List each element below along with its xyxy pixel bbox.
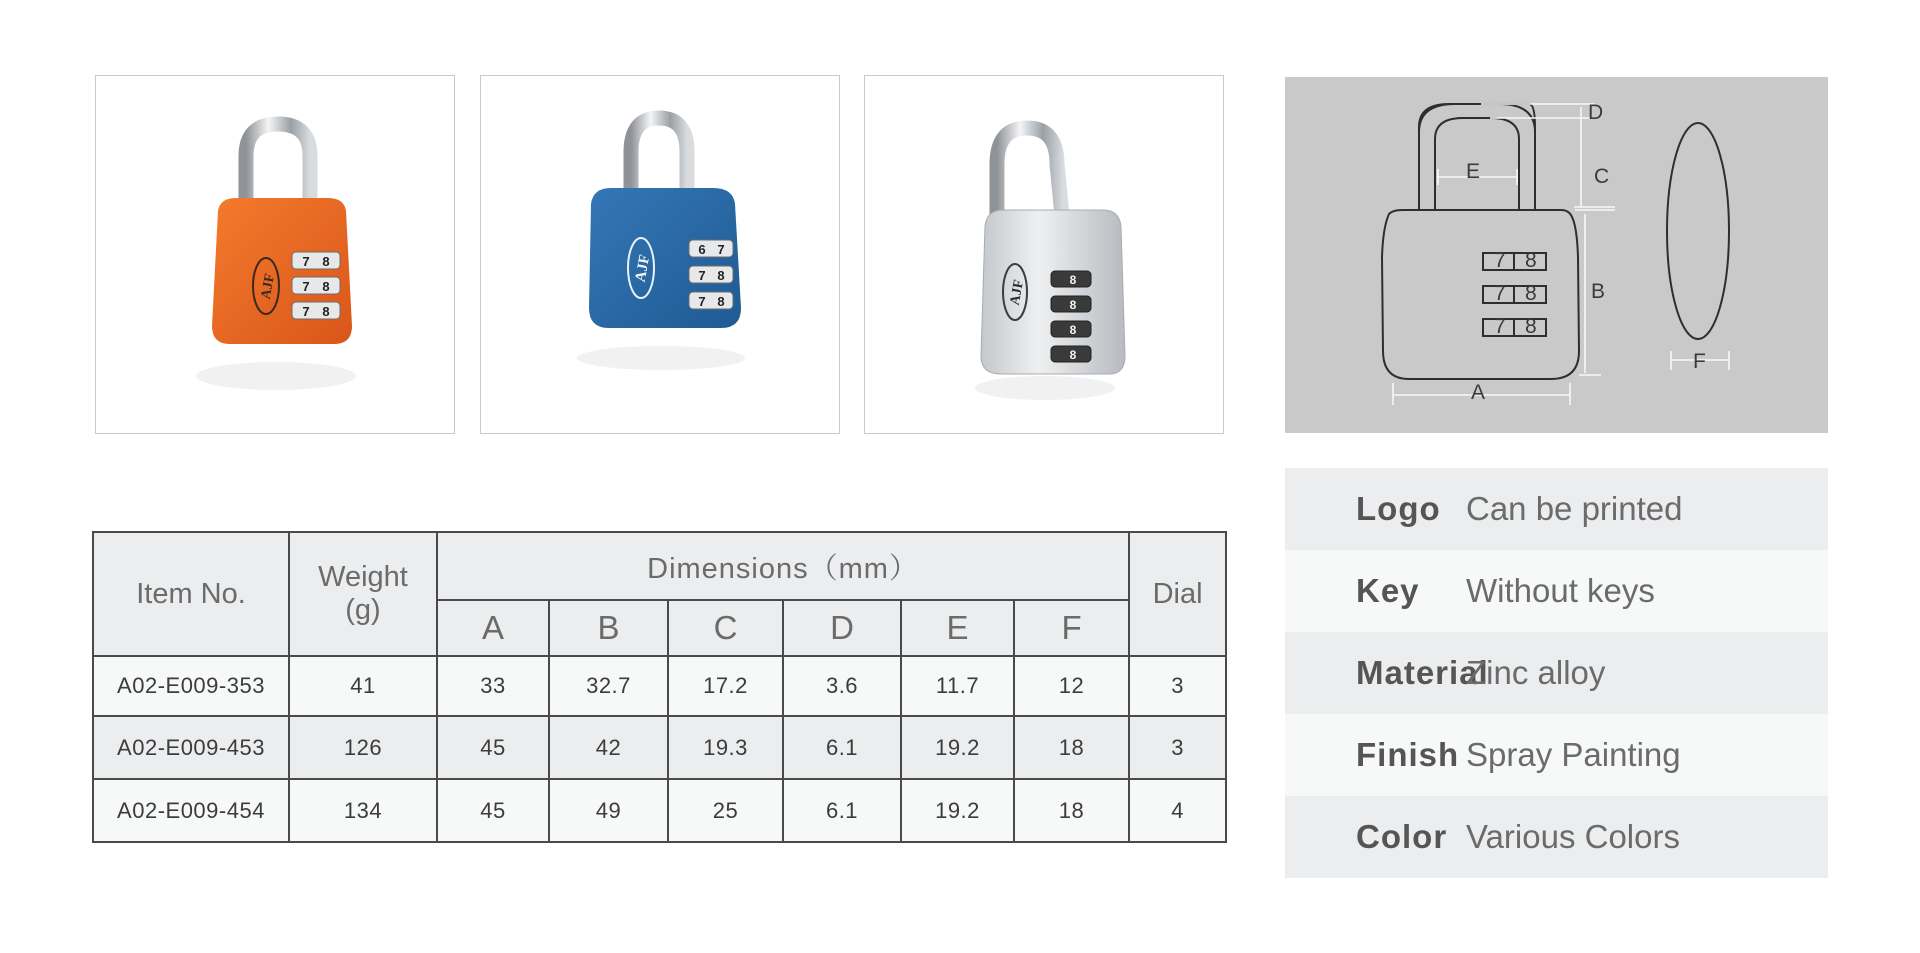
property-value: Can be printed: [1466, 490, 1683, 527]
header-dim-d: D: [783, 600, 901, 656]
cell-a: 45: [437, 779, 549, 842]
cell-item: A02-E009-454: [93, 779, 289, 842]
dim-label-b: B: [1591, 280, 1606, 303]
property-row-finish: [1285, 714, 1828, 796]
silver-padlock-image: [865, 76, 1224, 434]
header-dimensions: Dimensions（mm）: [437, 532, 1129, 600]
property-value: Various Colors: [1466, 818, 1680, 855]
svg-text:7: 7: [698, 268, 706, 283]
dial-group: [292, 252, 340, 319]
property-key: Color: [1356, 818, 1448, 855]
specification-table: [92, 531, 1227, 843]
header-dim-e: E: [901, 600, 1014, 656]
header-dim-c: C: [668, 600, 783, 656]
property-row-material: [1285, 632, 1828, 714]
header-item-no: Item No.: [93, 532, 289, 656]
property-value: Spray Painting: [1466, 736, 1681, 773]
table-row: [93, 779, 1226, 842]
cell-f: 18: [1014, 779, 1129, 842]
dim-label-f: F: [1693, 350, 1706, 373]
cell-e: 19.2: [901, 716, 1014, 779]
cell-dial: 3: [1129, 716, 1226, 779]
header-weight-line2: (g): [345, 594, 381, 626]
cell-item: A02-E009-353: [93, 656, 289, 716]
diagram-dial-digit: 8: [1525, 282, 1537, 305]
cell-d: 6.1: [783, 716, 901, 779]
svg-text:8: 8: [717, 268, 725, 283]
cell-f: 12: [1014, 656, 1129, 716]
cell-item: A02-E009-453: [93, 716, 289, 779]
cell-c: 25: [668, 779, 783, 842]
product-photo-orange: [95, 75, 455, 434]
padlock-line-drawing: [1285, 77, 1828, 433]
cell-b: 32.7: [549, 656, 668, 716]
logo-text: AJF: [1007, 278, 1028, 307]
svg-text:8: 8: [717, 294, 725, 309]
diagram-dial-digit: 7: [1494, 282, 1506, 305]
cell-c: 19.3: [668, 716, 783, 779]
cell-dial: 3: [1129, 656, 1226, 716]
cell-b: 49: [549, 779, 668, 842]
cell-weight: 126: [289, 716, 437, 779]
cell-a: 33: [437, 656, 549, 716]
blue-padlock-image: [481, 76, 840, 434]
svg-text:7: 7: [717, 242, 725, 257]
dim-label-a: A: [1471, 381, 1486, 404]
diagram-dial-digit: 8: [1525, 315, 1537, 338]
cell-a: 45: [437, 716, 549, 779]
property-row-key: [1285, 550, 1828, 632]
logo-text: AJF: [632, 253, 654, 284]
svg-text:8: 8: [322, 254, 330, 269]
property-key: Key: [1356, 572, 1420, 609]
property-row-color: [1285, 796, 1828, 878]
dimension-diagram: [1285, 77, 1828, 433]
diagram-dial-digit: 7: [1494, 315, 1506, 338]
header-weight: [289, 532, 437, 656]
property-key: Material: [1356, 654, 1489, 691]
property-key: Logo: [1356, 490, 1441, 527]
property-value: Zinc alloy: [1466, 654, 1606, 691]
table-row: [93, 716, 1226, 779]
product-photo-silver: [864, 75, 1224, 434]
svg-text:8: 8: [1069, 348, 1077, 362]
header-dim-f: F: [1014, 600, 1129, 656]
svg-text:7: 7: [302, 304, 310, 319]
cell-c: 17.2: [668, 656, 783, 716]
product-photo-blue: [480, 75, 840, 434]
cell-e: 19.2: [901, 779, 1014, 842]
svg-text:8: 8: [322, 304, 330, 319]
cell-dial: 4: [1129, 779, 1226, 842]
cell-e: 11.7: [901, 656, 1014, 716]
dial-group: [689, 240, 733, 309]
dim-label-d: D: [1588, 101, 1604, 124]
svg-text:8: 8: [322, 279, 330, 294]
cell-weight: 134: [289, 779, 437, 842]
logo-text: AJF: [258, 272, 279, 301]
cell-d: 6.1: [783, 779, 901, 842]
svg-text:7: 7: [698, 294, 706, 309]
table-row: [93, 656, 1226, 716]
property-key: Finish: [1356, 736, 1460, 773]
diagram-dial-digit: 8: [1525, 249, 1537, 272]
properties-panel: [1285, 468, 1828, 878]
table-header-row: [93, 532, 1226, 600]
svg-text:8: 8: [1069, 273, 1077, 287]
dim-label-e: E: [1466, 160, 1481, 183]
cell-b: 42: [549, 716, 668, 779]
cell-weight: 41: [289, 656, 437, 716]
header-weight-line1: Weight: [318, 561, 408, 593]
dim-label-c: C: [1594, 165, 1610, 188]
svg-text:7: 7: [302, 279, 310, 294]
svg-text:8: 8: [1069, 298, 1077, 312]
header-dim-a: A: [437, 600, 549, 656]
property-row-logo: [1285, 468, 1828, 550]
cell-d: 3.6: [783, 656, 901, 716]
cell-f: 18: [1014, 716, 1129, 779]
orange-padlock-image: [96, 76, 455, 434]
svg-text:8: 8: [1069, 323, 1077, 337]
property-value: Without keys: [1466, 572, 1655, 609]
header-dim-b: B: [549, 600, 668, 656]
svg-text:6: 6: [698, 242, 706, 257]
diagram-dial-digit: 7: [1494, 249, 1506, 272]
header-dial: Dial: [1129, 532, 1226, 656]
svg-text:7: 7: [302, 254, 310, 269]
